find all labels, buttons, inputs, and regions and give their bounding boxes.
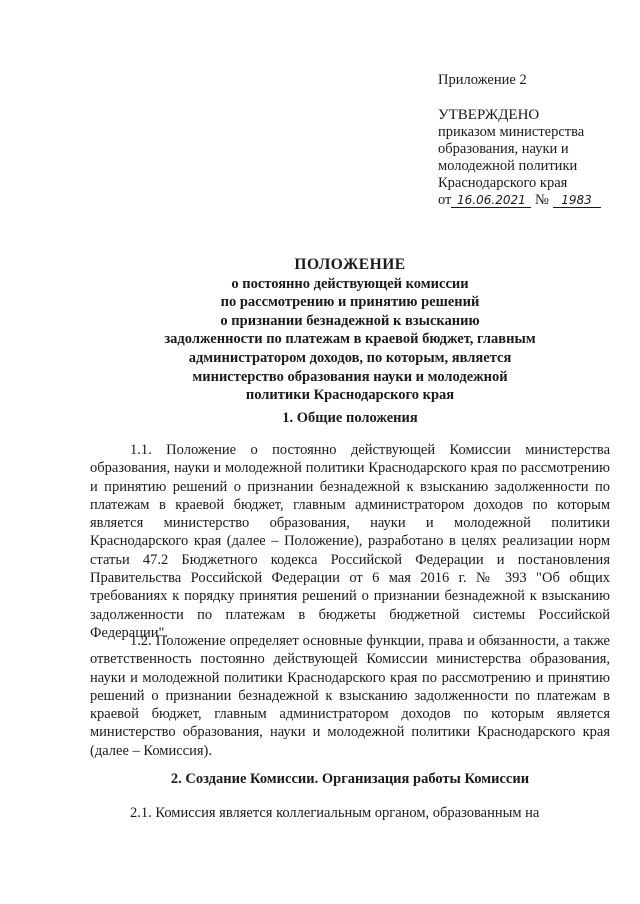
document-title-block [100, 256, 600, 405]
approval-line: образования, науки и [438, 141, 569, 157]
appendix-label: Приложение 2 [438, 72, 527, 88]
title-line: по рассмотрению и принятию решений [220, 294, 480, 311]
approved-label: УТВЕРЖДЕНО [438, 107, 540, 123]
number-label: № [535, 192, 549, 208]
section-heading: 2. Создание Комиссии. Организация работы Комиссии [170, 771, 530, 787]
section-heading: 1. Общие положения [282, 410, 418, 426]
approval-number: 1983 [553, 193, 601, 208]
title-line: задолженности по платежам в краевой бюджет, главным [164, 331, 536, 348]
approval-line: приказом министерства [438, 124, 585, 140]
title-line: о признании безнадежной к взысканию [220, 312, 480, 329]
title-line: администратором доходов, по которым, является [188, 349, 512, 366]
document-title: ПОЛОЖЕНИЕ [294, 256, 406, 273]
title-line: политики Краснодарского края [245, 387, 455, 404]
title-line: министерство образования науки и молодежной [192, 368, 508, 385]
from-label: от [438, 192, 452, 208]
paragraph: 2.1. Комиссия является коллегиальным органом, образованным на [130, 805, 540, 821]
title-line: о постоянно действующей комиссии [231, 275, 469, 292]
approval-date: 16.06.2021 [451, 193, 531, 208]
approval-line: Краснодарского края [438, 175, 568, 191]
paragraph: 1.1. Положение о постоянно действующей Комиссии министерства образования, науки и молодежной политики Краснодарского края по рассмотрению и принятию решений о признании безнадежной к взысканию задолженности по платежам в краевой бюджет, главным администратором доходов по которым является министерство образования, науки и молодежной политики Краснодарского края (далее – Положение), разработано в целях реализации норм статьи 47.2 Бюджетного кодекса Российской Федерации и постановления Правительства Российской Федерации от 6 мая 2016 г. № 393 "Об общих требованиях к порядку принятия решений о признании безнадежной к взысканию задолженности по платежам в бюджеты бюджетной системы Российской Федерации". [90, 442, 610, 641]
approval-date-number-line [438, 192, 628, 209]
approval-line: молодежной политики [438, 158, 578, 174]
approval-block [438, 72, 628, 209]
paragraph: 1.2. Положение определяет основные функции, права и обязанности, а также ответственность постоянно действующей Комиссии министерства образования, науки и молодежной политики Краснодарского края по рассмотрению и принятию решений о признании безнадежной к взысканию задолженности по платежам в краевой бюджет, главным администратором доходов по которым является министерство образования, науки и молодежной политики Краснодарского края (далее – Комиссия). [90, 633, 610, 759]
